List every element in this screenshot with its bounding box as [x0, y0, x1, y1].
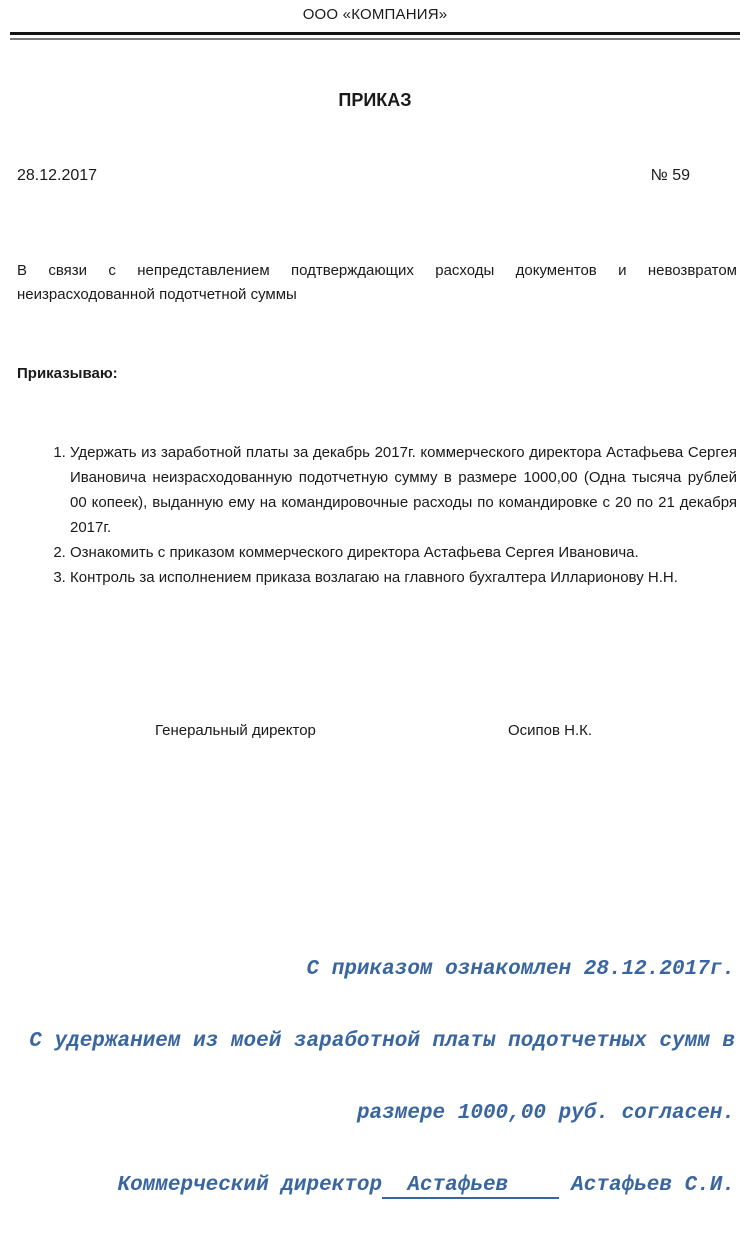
signer-name: Осипов Н.К.	[508, 722, 593, 739]
acknowledgment-line-3: размере 1000,00 руб. согласен.	[356, 1102, 735, 1125]
order-item-3: 3. Контроль за исполнением приказа возлагаю на главного бухгалтера Илларионову Н.Н.	[70, 565, 737, 590]
header-rule-thick	[10, 32, 740, 35]
company-name: ООО «КОМПАНИЯ»	[302, 6, 448, 23]
document-number: № 59	[650, 167, 690, 184]
document-title: ПРИКАЗ	[338, 90, 412, 110]
acknowledgment-signer-name: Астафьев С.И.	[558, 1174, 735, 1197]
document-date: 28.12.2017	[17, 167, 98, 184]
signer-position: Генеральный директор	[155, 722, 316, 739]
preamble-text: В связи с непредставлением подтверждающих расходы документов и невозвратом неизрасходованной подотчетной суммы	[17, 262, 737, 303]
acknowledgment-line-1: С приказом ознакомлен 28.12.2017г.	[306, 958, 735, 981]
acknowledgment-line-2: С удержанием из моей заработной платы подотчетных сумм в	[29, 1030, 735, 1053]
order-keyword: Приказываю:	[17, 365, 118, 382]
order-item-1: 1. Удержать из заработной платы за декабрь 2017г. коммерческого директора Астафьева Сергея Ивановича неизрасходованную подотчетную сумму в размере 1000,00 (Одна тысяча рублей 00 копеек), выданную ему на командировочные расходы по командировке с 20 по 21 декабря 2017г.	[70, 440, 737, 540]
handwritten-signature: Астафьев	[382, 1174, 559, 1197]
acknowledgment-block	[20, 910, 735, 1246]
header-rule-thin	[10, 38, 740, 40]
acknowledgment-signer-position: Коммерческий директор	[117, 1174, 383, 1197]
order-item-2: 2. Ознакомить с приказом коммерческого директора Астафьева Сергея Ивановича.	[70, 540, 737, 565]
acknowledgment-line-4	[20, 1174, 735, 1198]
order-list	[17, 440, 737, 590]
